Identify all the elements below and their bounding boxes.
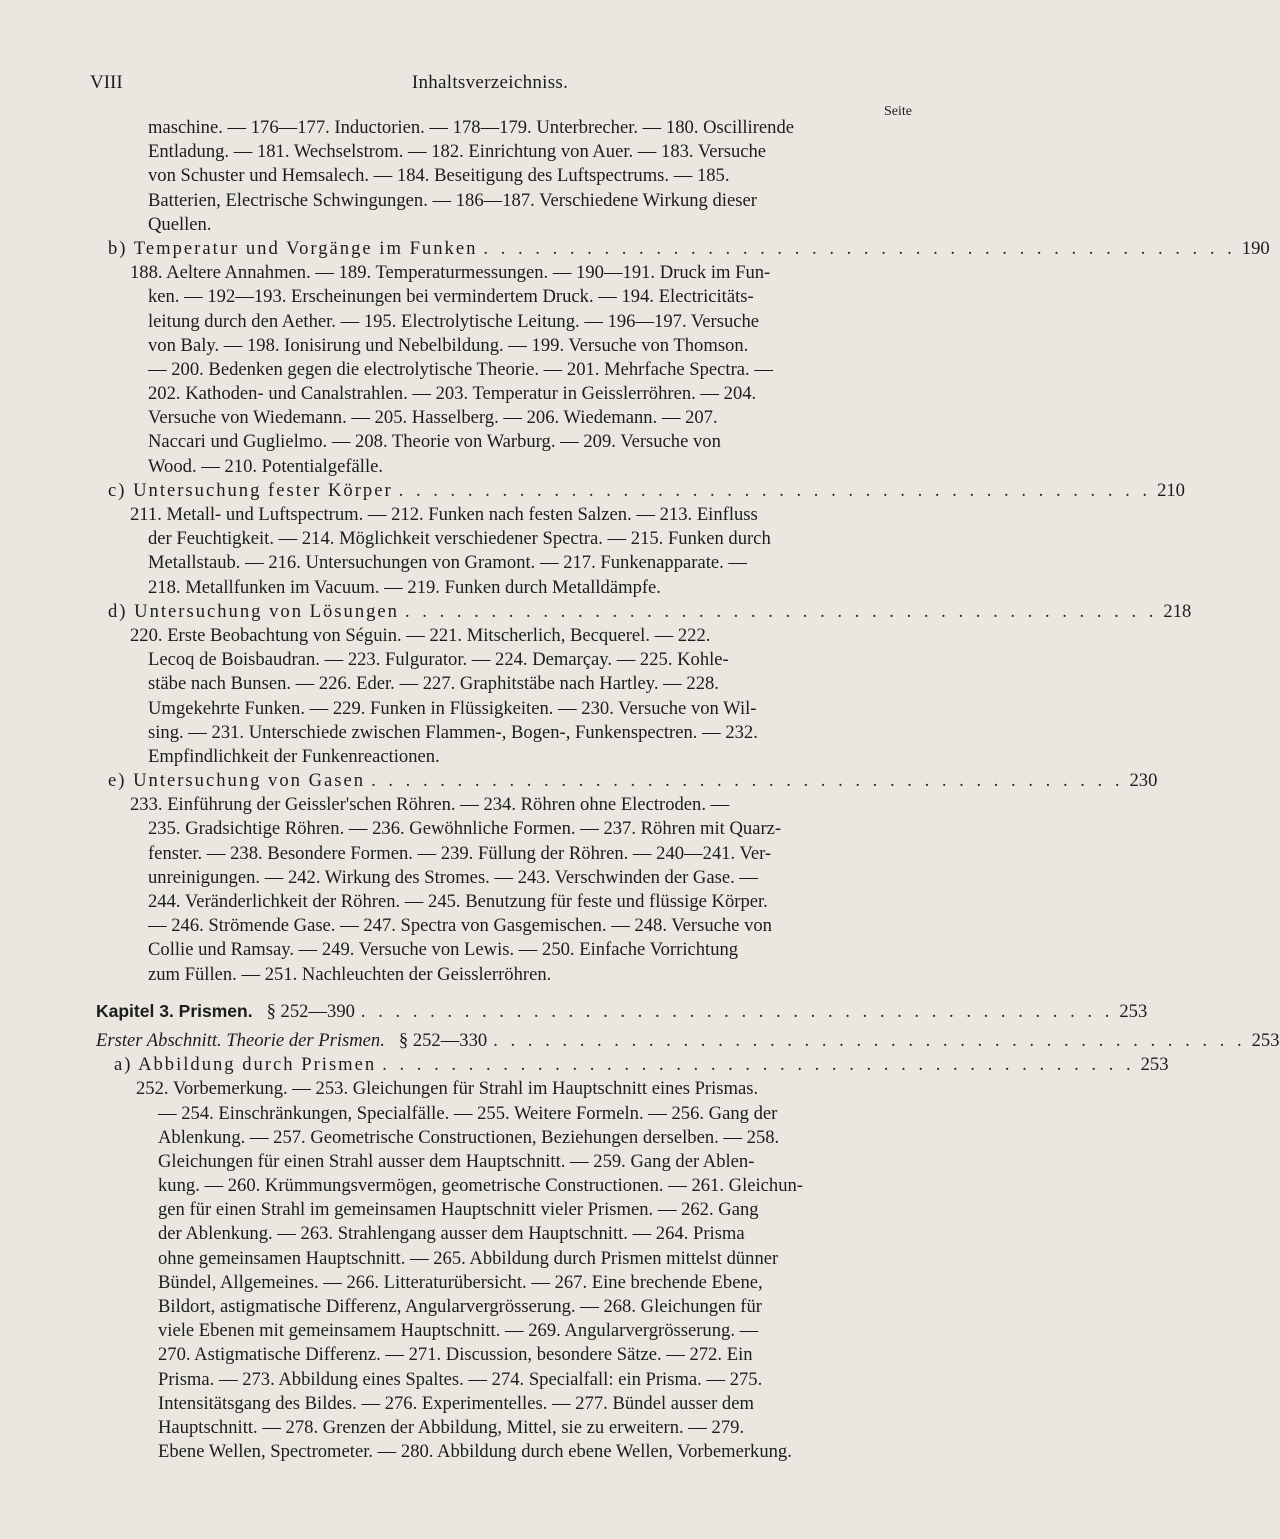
toc-text-line [0,938,1000,962]
toc-text: der Ablenkung. — 263. Strahlengang ausser dem Hauptschnitt. — 264. Prisma [158,1223,745,1245]
toc-text: von Schuster und Hemsalech. — 184. Beseitigung des Luftspectrums. — 185. [148,165,730,187]
toc-text-line [0,576,1000,600]
toc-text: Metallstaub. — 216. Untersuchungen von Gramont. — 217. Funkenapparate. — [148,552,748,574]
toc-text: 202. Kathoden- und Canalstrahlen. — 203. Temperatur in Geisslerröhren. — 204. [148,383,757,405]
toc-block [0,503,1000,600]
toc-text: sing. — 231. Unterschiede zwischen Flammen-, Bogen-, Funkenspectren. — 232. [148,721,758,743]
toc-text-line [0,793,1000,817]
toc-text: — 200. Bedenken gegen die electrolytische Theorie. — 201. Mehrfache Spectra. — [148,358,773,380]
toc-text: 244. Veränderlichkeit der Röhren. — 245. Benutzung für feste und flüssige Körper. [148,891,768,912]
toc-entry-c[interactable] [0,479,1185,503]
toc-text-line [0,261,1000,285]
toc-text: stäbe nach Bunsen. — 226. Eder. — 227. Graphitstäbe nach Hartley. — 228. [148,673,719,695]
toc-text: ohne gemeinsamen Hauptschnitt. — 265. Abbildung durch Prismen mittelst dünner [158,1247,779,1269]
toc-page-ref: 253 [1140,1054,1169,1076]
toc-block [0,624,1000,769]
toc-text-line [0,1126,1000,1150]
toc-entry-a[interactable] [0,1053,1169,1077]
leader-dots: . . . . . . . . . . . . . . . . . . . . . . . . . . . . . . . . . . . . . . . . . . . . [493,1029,1246,1051]
toc-entry-label: b) Temperatur und Vorgänge im Funken [108,237,478,259]
toc-text-line [0,648,1000,672]
toc-text-line [0,1440,1000,1464]
toc-text-line [0,672,1000,696]
toc-page-ref: 218 [1163,600,1192,622]
toc-text: 235. Gradsichtige Röhren. — 236. Gewöhnliche Formen. — 237. Röhren mit Quarz- [148,818,782,840]
toc-text: Lecoq de Boisbaudran. — 223. Fulgurator. — 224. Demarçay. — 225. Kohle- [148,649,729,671]
toc-text: fenster. — 238. Besondere Formen. — 239. Füllung der Röhren. — 240—241. Ver- [148,842,772,864]
toc-text: Empfindlichkeit der Funkenreactionen. [148,745,440,767]
toc-text: Intensitätsgang des Bildes. — 276. Experimentelles. — 277. Bündel ausser dem [158,1392,754,1414]
toc-text: Umgekehrte Funken. — 229. Funken in Flüssigkeiten. — 230. Versuche von Wil- [148,697,757,719]
leader-dots: . . . . . . . . . . . . . . . . . . . . . . . . . . . . . . . . . . . . . . . . . . . . [404,600,1158,622]
toc-text: zum Füllen. — 251. Nachleuchten der Geisslerröhren. [148,963,552,985]
toc-text-line [0,890,1000,914]
toc-text-line [0,285,1000,309]
toc-text-line [0,1247,1000,1271]
leader-dots: . . . . . . . . . . . . . . . . . . . . . . . . . . . . . . . . . . . . . . . . . . . . [483,237,1236,259]
toc-text: Gleichungen für einen Strahl ausser dem Hauptschnitt. — 259. Gang der Ablen- [158,1150,755,1172]
toc-text: 211. Metall- und Luftspectrum. — 212. Funken nach festen Salzen. — 213. Einfluss [130,504,758,525]
toc-text-line [0,1416,1000,1440]
toc-text: Ebene Wellen, Spectrometer. — 280. Abbildung durch ebene Wellen, Vorbemerkung. [158,1441,792,1463]
table-of-contents [0,116,1280,1464]
toc-text: gen für einen Strahl im gemeinsamen Hauptschnitt vieler Prismen. — 262. Gang [158,1199,759,1221]
toc-text-line [0,213,1000,237]
toc-text-line [0,430,1000,454]
toc-text: 220. Erste Beobachtung von Séguin. — 221. Mitscherlich, Becquerel. — 222. [130,624,711,646]
toc-block [0,261,1000,479]
toc-page-ref: 253 [1251,1029,1280,1051]
page-number: VIII [90,72,123,93]
toc-text-line [0,358,1000,382]
toc-text: Quellen. [148,213,212,235]
toc-text-line [0,1102,1000,1126]
toc-text-line [0,1271,1000,1295]
toc-text-line [0,1150,1000,1174]
toc-text-line [0,503,1000,527]
toc-text: der Feuchtigkeit. — 214. Möglichkeit verschiedener Spectra. — 215. Funken durch [148,528,771,550]
toc-page-ref: 190 [1241,237,1270,259]
toc-entry-label: a) Abbildung durch Prismen [114,1054,377,1076]
toc-text: kung. — 260. Krümmungsvermögen, geometrische Constructionen. — 261. Gleichun- [158,1175,803,1197]
toc-page-ref: 210 [1157,479,1185,501]
toc-text: Hauptschnitt. — 278. Grenzen der Abbildung, Mittel, sie zu erweitern. — 279. [158,1416,745,1438]
toc-text: Bildort, astigmatische Differenz, Angularvergrösserung. — 268. Gleichungen für [158,1296,762,1317]
toc-text: Entladung. — 181. Wechselstrom. — 182. Einrichtung von Auer. — 183. Versuche [148,141,767,163]
toc-text-line [0,164,1000,188]
toc-text-line [0,116,1000,140]
toc-text: Naccari und Guglielmo. — 208. Theorie von Warburg. — 209. Versuche von [148,431,721,453]
toc-block [0,116,1000,237]
toc-entry-b[interactable] [0,237,1270,261]
toc-page-ref: 253 [1119,1000,1148,1022]
toc-text: ken. — 192—193. Erscheinungen bei vermindertem Druck. — 194. Electricitäts- [148,286,754,308]
section-range: § 252—330 [398,1029,488,1051]
toc-text-line [0,624,1000,648]
page-column-label: Seite [884,104,912,119]
toc-text: Prisma. — 273. Abbildung eines Spaltes. — 274. Specialfall: ein Prisma. — 275. [158,1368,763,1390]
toc-text: Bündel, Allgemeines. — 266. Litteraturübersicht. — 267. Eine brechende Ebene, [158,1271,763,1293]
toc-text: 252. Vorbemerkung. — 253. Gleichungen für Strahl im Hauptschnitt eines Prismas. [136,1078,759,1100]
toc-text: 188. Aeltere Annahmen. — 189. Temperaturmessungen. — 190—191. Druck im Fun- [130,262,771,284]
toc-section-entry[interactable] [0,1029,1280,1053]
toc-block [0,1077,1000,1464]
toc-text-line [0,963,1000,987]
toc-chapter-entry[interactable] [0,999,1148,1023]
toc-text-line [0,551,1000,575]
toc-entry-e[interactable] [0,769,1158,793]
chapter-label: Kapitel 3. Prismen. [96,1000,253,1021]
toc-text: Batterien, Electrische Schwingungen. — 186—187. Verschiedene Wirkung dieser [148,189,757,211]
toc-text-line [0,406,1000,430]
toc-text: 270. Astigmatische Differenz. — 271. Discussion, besondere Sätze. — 272. Ein [158,1344,753,1366]
toc-text: 233. Einführung der Geissler'schen Röhren. — 234. Röhren ohne Electroden. — [130,794,730,816]
toc-text-line [0,1222,1000,1246]
toc-text-line [0,1174,1000,1198]
toc-text: — 254. Einschränkungen, Specialfälle. — 255. Weitere Formeln. — 256. Gang der [158,1102,778,1124]
toc-text-line [0,382,1000,406]
leader-dots: . . . . . . . . . . . . . . . . . . . . . . . . . . . . . . . . . . . . . . . . . . . . [360,1000,1114,1022]
toc-text-line [0,140,1000,164]
toc-text-line [0,1368,1000,1392]
toc-text-line [0,1319,1000,1343]
toc-text-line [0,1295,1000,1319]
toc-text-line [0,334,1000,358]
toc-text: 218. Metallfunken im Vacuum. — 219. Funken durch Metalldämpfe. [148,576,661,598]
toc-entry-label: d) Untersuchung von Lösungen [108,600,399,622]
toc-text: Collie und Ramsay. — 249. Versuche von Lewis. — 250. Einfache Vorrichtung [148,939,739,961]
toc-text: Versuche von Wiedemann. — 205. Hasselberg. — 206. Wiedemann. — 207. [148,407,718,429]
toc-text: Wood. — 210. Potentialgefälle. [148,455,384,477]
section-label: Erster Abschnitt. Theorie der Prismen. [96,1029,385,1051]
toc-text-line [0,1392,1000,1416]
toc-entry-label: e) Untersuchung von Gasen [108,770,366,792]
toc-text-line [0,1198,1000,1222]
toc-text-line [0,310,1000,334]
toc-text-line [0,455,1000,479]
page-header [90,72,890,98]
toc-text-line [0,527,1000,551]
toc-text: viele Ebenen mit gemeinsamem Hauptschnitt. — 269. Angularvergrösserung. — [158,1320,759,1342]
toc-text-line [0,697,1000,721]
leader-dots: . . . . . . . . . . . . . . . . . . . . . . . . . . . . . . . . . . . . . . . . . . . . [371,770,1124,792]
toc-text: unreinigungen. — 242. Wirkung des Stromes. — 243. Verschwinden der Gase. — [148,866,758,888]
page-title: Inhaltsverzeichniss. [411,72,569,93]
toc-text-line [0,745,1000,769]
toc-text-line [0,914,1000,938]
toc-text-line [0,1343,1000,1367]
leader-dots: . . . . . . . . . . . . . . . . . . . . . . . . . . . . . . . . . . . . . . . . . . . . [382,1054,1135,1076]
toc-text-line [0,721,1000,745]
leader-dots: . . . . . . . . . . . . . . . . . . . . . . . . . . . . . . . . . . . . . . . . . . . . [398,479,1152,501]
toc-text-line [0,866,1000,890]
toc-block [0,793,1000,987]
toc-page-ref: 230 [1129,770,1158,792]
toc-text-line [0,189,1000,213]
toc-text: von Baly. — 198. Ionisirung und Nebelbildung. — 199. Versuche von Thomson. [148,334,749,356]
toc-text: — 246. Strömende Gase. — 247. Spectra von Gasgemischen. — 248. Versuche von [148,915,772,937]
toc-text: Ablenkung. — 257. Geometrische Constructionen, Beziehungen derselben. — 258. [158,1126,780,1148]
chapter-range: § 252—390 [266,1000,355,1022]
toc-text-line [0,1077,1000,1101]
toc-entry-label: c) Untersuchung fester Körper [108,479,393,501]
toc-text: leitung durch den Aether. — 195. Electrolytische Leitung. — 196—197. Versuche [148,310,760,332]
toc-text-line [0,842,1000,866]
toc-entry-d[interactable] [0,600,1192,624]
toc-text: maschine. — 176—177. Inductorien. — 178—179. Unterbrecher. — 180. Oscillirende [148,117,794,138]
toc-text-line [0,817,1000,841]
